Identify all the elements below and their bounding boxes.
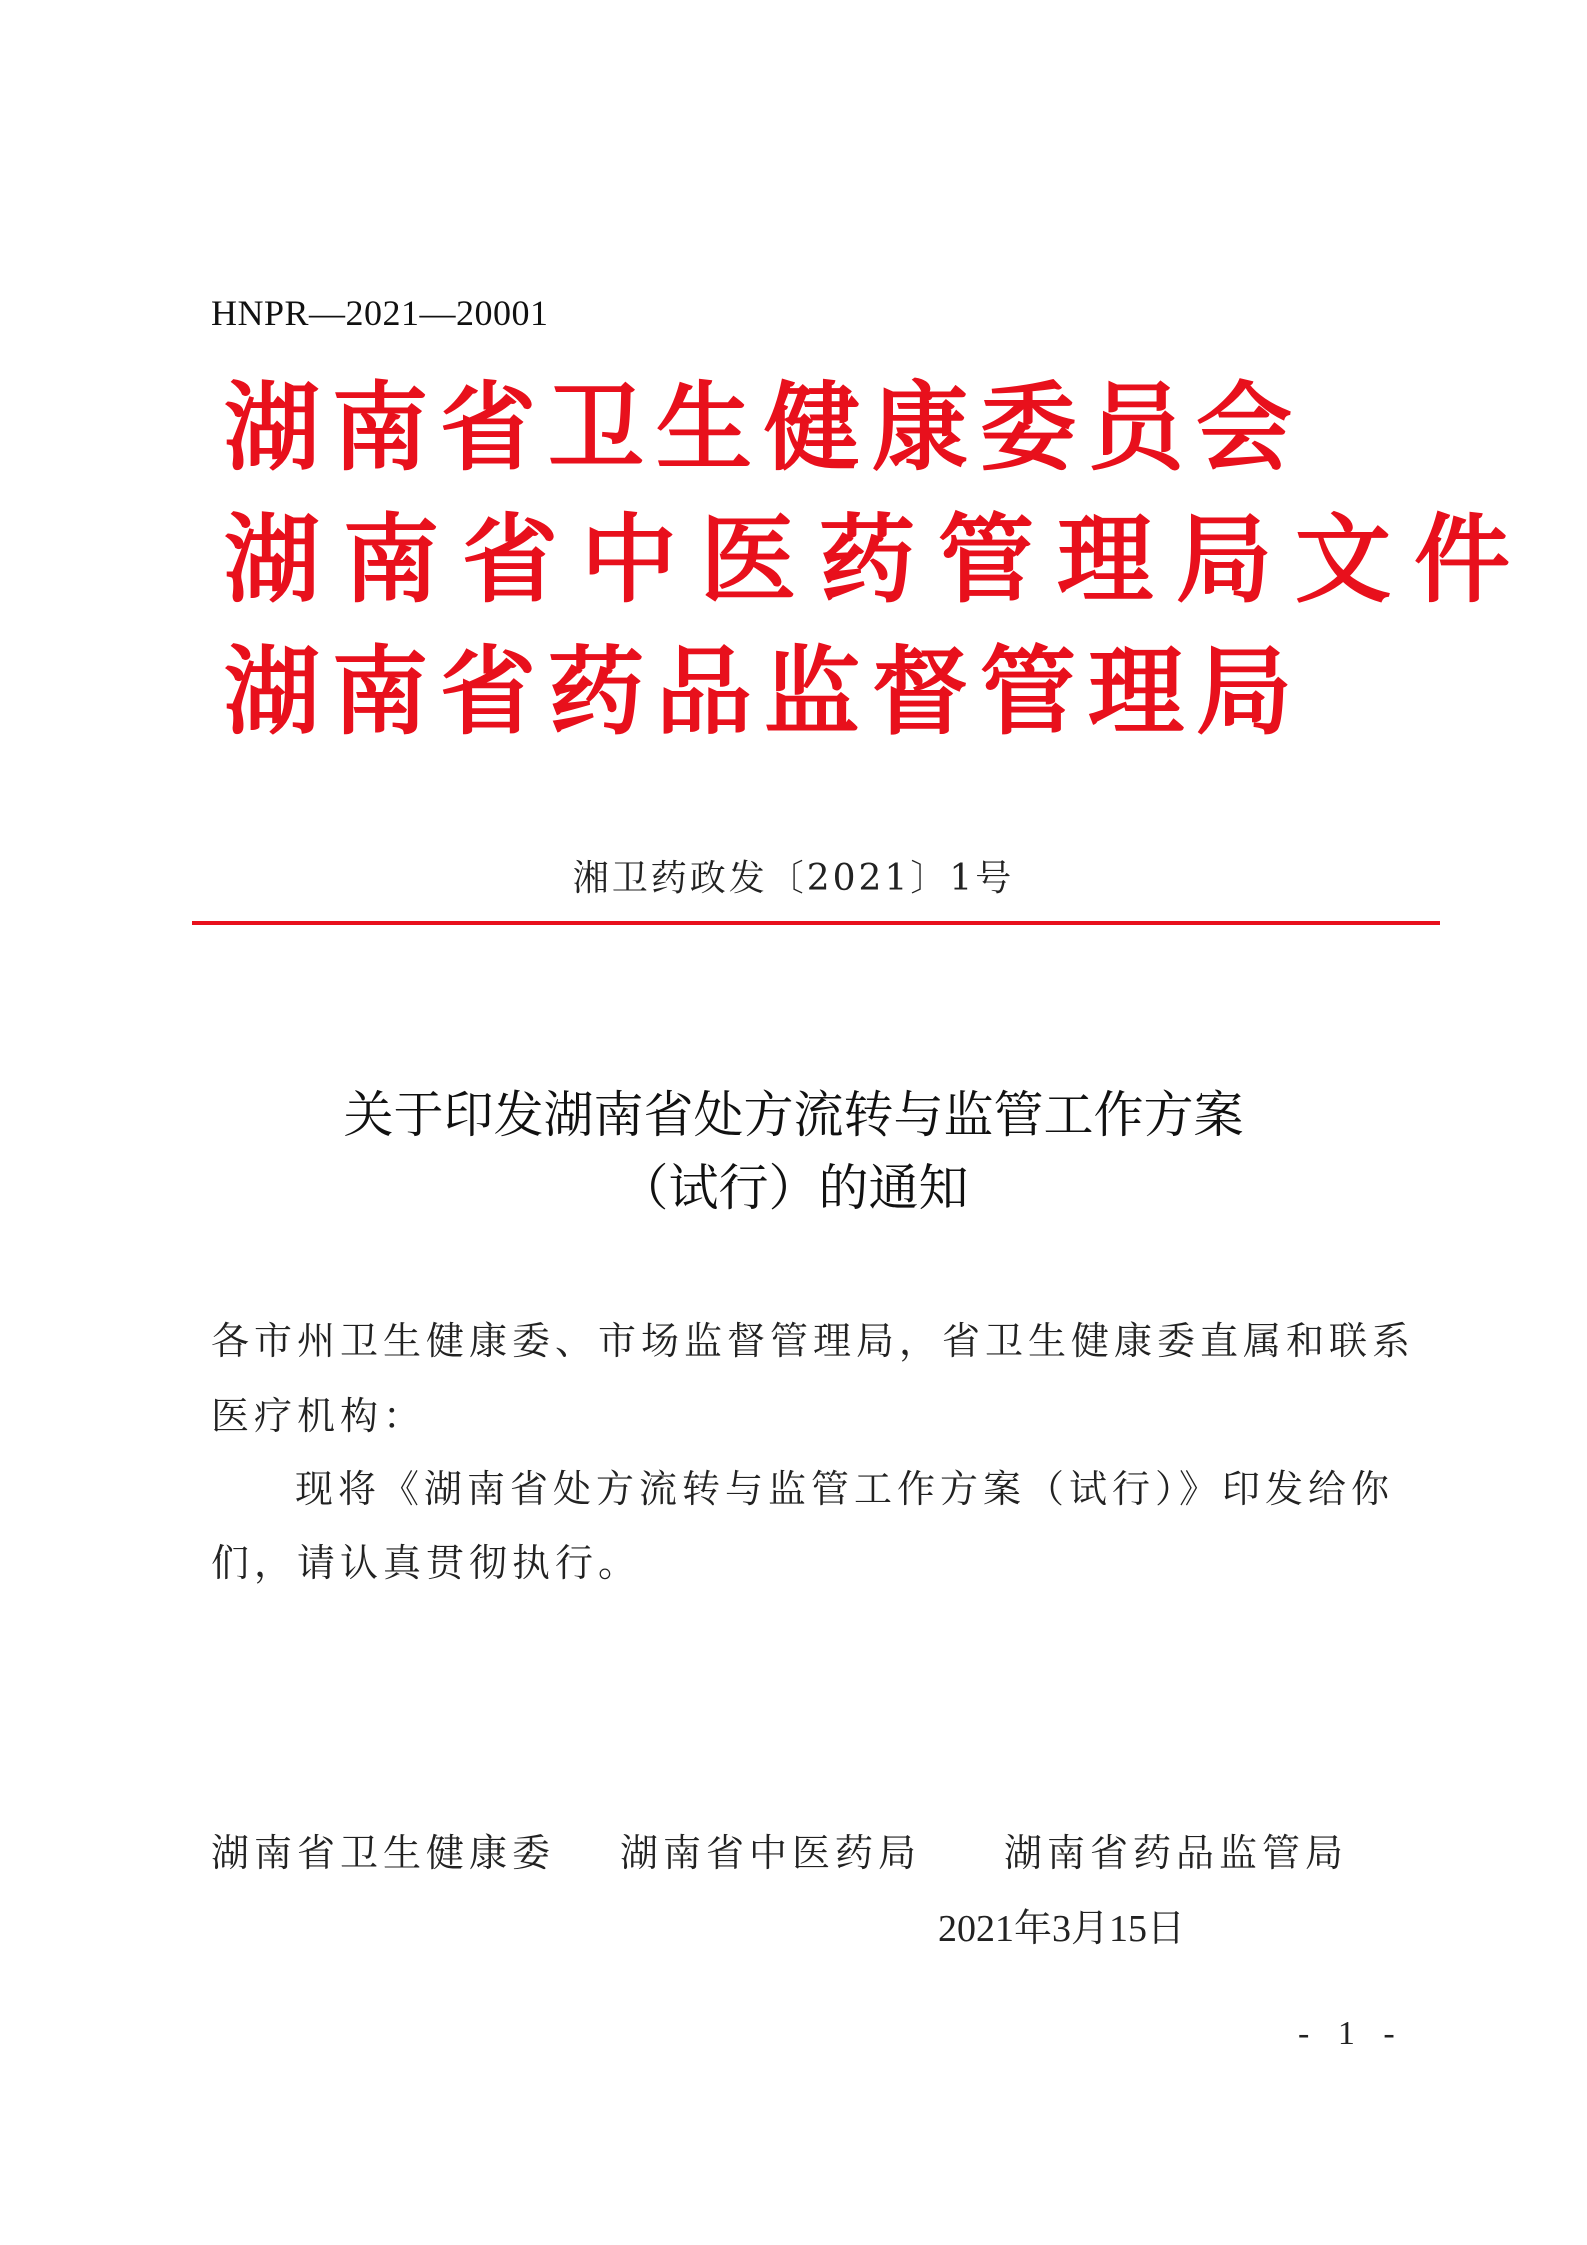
addressee-line-2: 医疗机构： (211, 1394, 427, 1438)
addressee-line-1: 各市州卫生健康委、市场监督管理局，省卫生健康委直属和联系 (211, 1319, 1416, 1363)
body-paragraph-line-2: 们，请认真贯彻执行。 (211, 1541, 642, 1585)
notice-title-line-1: 关于印发湖南省处方流转与监管工作方案 (343, 1086, 1244, 1144)
issuer-header-line-1: 湖南省卫生健康委员会 (224, 372, 1304, 484)
signer-health-commission: 湖南省卫生健康委 (211, 1831, 556, 1875)
notice-title-line-2: （试行）的通知 (618, 1159, 969, 1217)
signer-drug-administration: 湖南省药品监管局 (1004, 1831, 1349, 1875)
red-separator-line (192, 921, 1440, 925)
issuer-header-line-3: 湖南省药品监督管理局 (224, 636, 1304, 748)
document-number: 湘卫药政发〔2021〕1号 (572, 858, 1015, 899)
document-code: HNPR—2021—20001 (211, 293, 549, 333)
signer-tcm-bureau: 湖南省中医药局 (620, 1831, 922, 1875)
page-number: - 1 - (1298, 2015, 1405, 2052)
issuer-header-line-2: 湖南省中医药管理局文件 (224, 504, 1533, 616)
issue-date: 2021年3月15日 (938, 1908, 1186, 1950)
body-paragraph-line-1: 现将《湖南省处方流转与监管工作方案（试行）》印发给你 (295, 1467, 1395, 1511)
